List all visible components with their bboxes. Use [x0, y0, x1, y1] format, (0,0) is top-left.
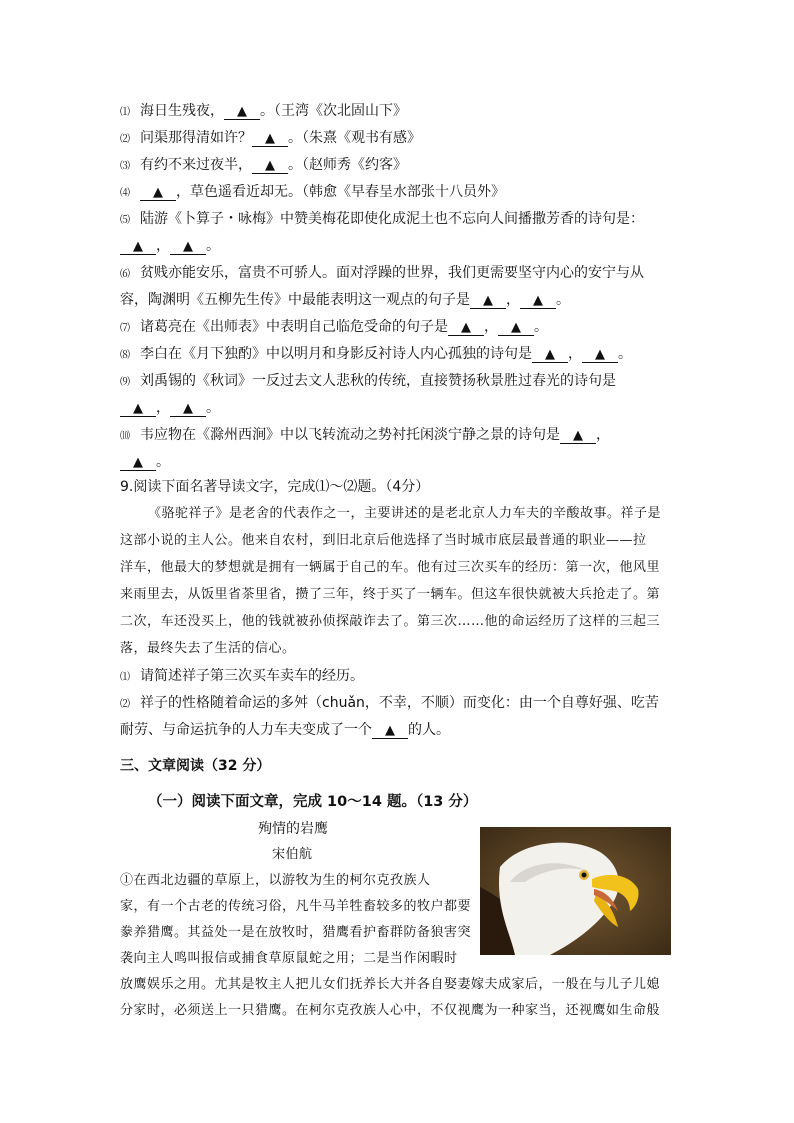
question-number: ⑺ [120, 323, 130, 334]
article-line: 家，有一个古老的传统习俗，凡牛马羊牲畜较多的牧户都要 [120, 899, 472, 914]
eagle-image [480, 827, 671, 955]
question-number: ⑷ [120, 188, 130, 199]
passage-line: 《骆驼祥子》是老舍的代表作之一，主要讲述的是老北京人力车夫的辛酸故事。祥子是 [148, 506, 662, 521]
answer-blank[interactable]: ▲ [170, 239, 206, 255]
question-5-answers: ▲ ， ▲ 。 [120, 237, 220, 255]
question-1: ⑴ 海日生残夜， ▲ 。（王湾《次北固山下》 [120, 102, 407, 122]
question-10-cont: ▲ 。 [120, 453, 170, 471]
answer-blank[interactable]: ▲ [224, 104, 260, 120]
question-3: ⑶ 有约不来过夜半， ▲ 。（赵师秀《约客》 [120, 156, 407, 176]
question-number: ⑵ [120, 134, 130, 145]
question-number: ⑹ [120, 269, 130, 280]
question-number: ⑸ [120, 215, 130, 226]
answer-blank[interactable]: ▲ [140, 185, 176, 201]
passage-line: 来雨里去，从饭里省茶里省，攒了三年，终于买了一辆车。但这车很快就被大兵抢走了。第 [120, 587, 661, 602]
answer-blank[interactable]: ▲ [252, 158, 288, 174]
passage-line: 落，最终失去了生活的信心。 [120, 641, 296, 656]
question-number: ⑴ [120, 672, 130, 683]
answer-blank[interactable]: ▲ [520, 293, 556, 309]
answer-blank[interactable]: ▲ [252, 131, 288, 147]
sub-question-1: ⑴ 请简述祥子第三次买车卖车的经历。 [120, 667, 364, 687]
question-number: ⑽ [120, 431, 130, 442]
answer-blank[interactable]: ▲ [120, 455, 156, 471]
question-number: ⑻ [120, 350, 130, 361]
answer-blank[interactable]: ▲ [532, 347, 568, 363]
question-number: ⑴ [120, 107, 130, 118]
question-6-cont: 容，陶渊明《五柳先生传》中最能表明这一观点的句子是 ▲ ， ▲ 。 [120, 292, 570, 308]
answer-blank[interactable]: ▲ [170, 401, 206, 417]
answer-blank[interactable]: ▲ [470, 293, 506, 309]
part-heading: （一）阅读下面文章，完成 10～14 题。（13 分） [148, 794, 478, 810]
question-9-heading: 9.阅读下面名著导读文字，完成⑴～⑵题。（4分） [120, 479, 430, 495]
answer-blank[interactable]: ▲ [560, 428, 596, 444]
article-author: 宋伯航 [272, 847, 313, 862]
section-heading: 三、文章阅读（32 分） [120, 758, 271, 774]
passage-line: 二次，车还没买上，他的钱就被孙侦探敲诈去了。第三次……他的命运经历了这样的三起三 [120, 614, 661, 629]
question-9: ⑼ 刘禹锡的《秋词》一反过去文人悲秋的传统，直接赞扬秋景胜过春光的诗句是 [120, 372, 616, 392]
question-8: ⑻ 李白在《月下独酌》中以明月和身影反衬诗人内心孤独的诗句是 ▲ ， ▲ 。 [120, 345, 632, 365]
eagle-icon [480, 827, 671, 955]
question-7: ⑺ 诸葛亮在《出师表》中表明自己临危受命的句子是 ▲ ， ▲ 。 [120, 318, 548, 338]
question-2: ⑵ 问渠那得清如许？ ▲ 。（朱熹《观书有感》 [120, 129, 421, 149]
passage-line: 洋车，他最大的梦想就是拥有一辆属于自己的车。他有过三次买车的经历：第一次，他风里 [120, 560, 661, 575]
answer-blank[interactable]: ▲ [448, 320, 484, 336]
answer-blank[interactable]: ▲ [498, 320, 534, 336]
answer-blank[interactable]: ▲ [120, 239, 156, 255]
answer-blank[interactable]: ▲ [372, 723, 408, 739]
question-4: ⑷ ▲ ，草色遥看近却无。（韩愈《早春呈水部张十八员外》 [120, 183, 505, 203]
article-title: 殉情的岩鹰 [258, 821, 328, 837]
answer-blank[interactable]: ▲ [582, 347, 618, 363]
article-line: 分家时，必须送上一只猎鹰。在柯尔克孜族人心中，不仅视鹰为一种家当，还视鹰如生命般 [120, 1003, 661, 1018]
article-line: 豢养猎鹰。其益处一是在放牧时，猎鹰看护畜群防备狼害突 [120, 925, 472, 940]
question-10: ⑽ 韦应物在《滁州西涧》中以飞转流动之势衬托闲淡宁静之景的诗句是 ▲ ， [120, 426, 610, 446]
sub-question-2: ⑵ 祥子的性格随着命运的多舛（chuǎn，不幸，不顺）而变化：由一个自尊好强、吃苦 [120, 694, 659, 714]
article-line: 放鹰娱乐之用。尤其是牧主人把儿女们抚养长大并各自娶妻嫁夫成家后，一般在与儿子儿媳 [120, 977, 661, 992]
question-5: ⑸ 陆游《卜算子・咏梅》中赞美梅花即使化成泥土也不忘向人间播撒芳香的诗句是： [120, 210, 644, 230]
question-number: ⑵ [120, 699, 130, 710]
sub-question-2-cont: 耐劳、与命运抗争的人力车夫变成了一个 ▲ 的人。 [120, 722, 450, 738]
question-number: ⑶ [120, 161, 130, 172]
article-line: 袭向主人鸣叫报信或捕食草原鼠蛇之用；二是当作闲暇时 [120, 951, 458, 966]
question-9-answers: ▲ ， ▲ 。 [120, 399, 220, 417]
question-number: ⑼ [120, 377, 130, 388]
passage-line: 这部小说的主人公。他来自农村，到旧北京后他选择了当时城市底层最普通的职业——拉 [120, 533, 647, 548]
article-line: ①在西北边疆的草原上，以游牧为生的柯尔克孜族人 [120, 873, 431, 888]
answer-blank[interactable]: ▲ [120, 401, 156, 417]
question-6: ⑹ 贫贱亦能安乐，富贵不可骄人。面对浮躁的世界，我们更需要坚守内心的安宁与从 [120, 264, 644, 284]
